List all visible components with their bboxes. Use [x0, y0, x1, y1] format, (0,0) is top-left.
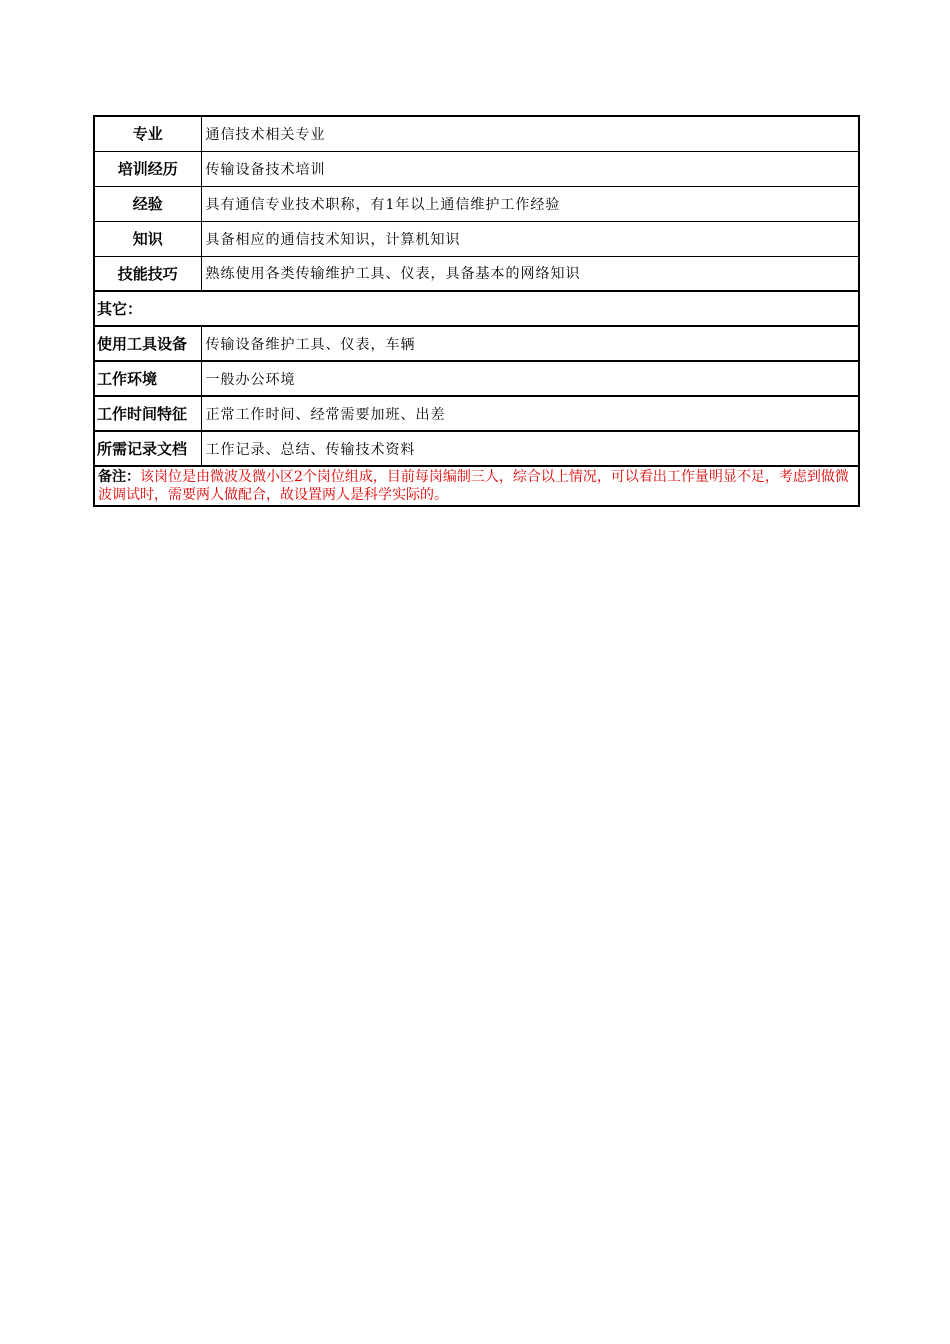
knowledge-value: 具备相应的通信技术知识，计算机知识: [201, 221, 859, 256]
skills-label: 技能技巧: [94, 256, 201, 291]
training-value: 传输设备技术培训: [201, 151, 859, 186]
tools-value: 传输设备维护工具、仪表，车辆: [201, 326, 859, 361]
documents-label: 所需记录文档: [94, 431, 201, 466]
job-requirements-table: [93, 115, 860, 507]
major-value: 通信技术相关专业: [201, 116, 859, 151]
other-row-environment: [94, 361, 859, 396]
environment-value: 一般办公环境: [201, 361, 859, 396]
other-row-work-time: [94, 396, 859, 431]
work-time-value: 正常工作时间、经常需要加班、出差: [201, 396, 859, 431]
other-section-heading-row: [94, 291, 859, 326]
requirement-row-skills: [94, 256, 859, 291]
other-row-documents: [94, 431, 859, 466]
requirement-row-experience: [94, 186, 859, 221]
note-label: 备注：: [98, 469, 140, 485]
requirement-row-knowledge: [94, 221, 859, 256]
note-row: [94, 466, 859, 506]
note-cell: [94, 466, 859, 506]
documents-value: 工作记录、总结、传输技术资料: [201, 431, 859, 466]
environment-label: 工作环境: [94, 361, 201, 396]
skills-value: 熟练使用各类传输维护工具、仪表，具备基本的网络知识: [201, 256, 859, 291]
major-label: 专业: [94, 116, 201, 151]
requirement-row-training: [94, 151, 859, 186]
training-label: 培训经历: [94, 151, 201, 186]
experience-value: 具有通信专业技术职称，有1年以上通信维护工作经验: [201, 186, 859, 221]
tools-label: 使用工具设备: [94, 326, 201, 361]
experience-label: 经验: [94, 186, 201, 221]
requirement-row-major: [94, 116, 859, 151]
note-text: 该岗位是由微波及微小区2个岗位组成，目前每岗编制三人，综合以上情况，可以看出工作量明显不足，考虑到做微波调试时，需要两人做配合，故设置两人是科学实际的。: [98, 469, 849, 503]
knowledge-label: 知识: [94, 221, 201, 256]
work-time-label: 工作时间特征: [94, 396, 201, 431]
other-section-heading: 其它：: [94, 291, 859, 326]
other-row-tools: [94, 326, 859, 361]
